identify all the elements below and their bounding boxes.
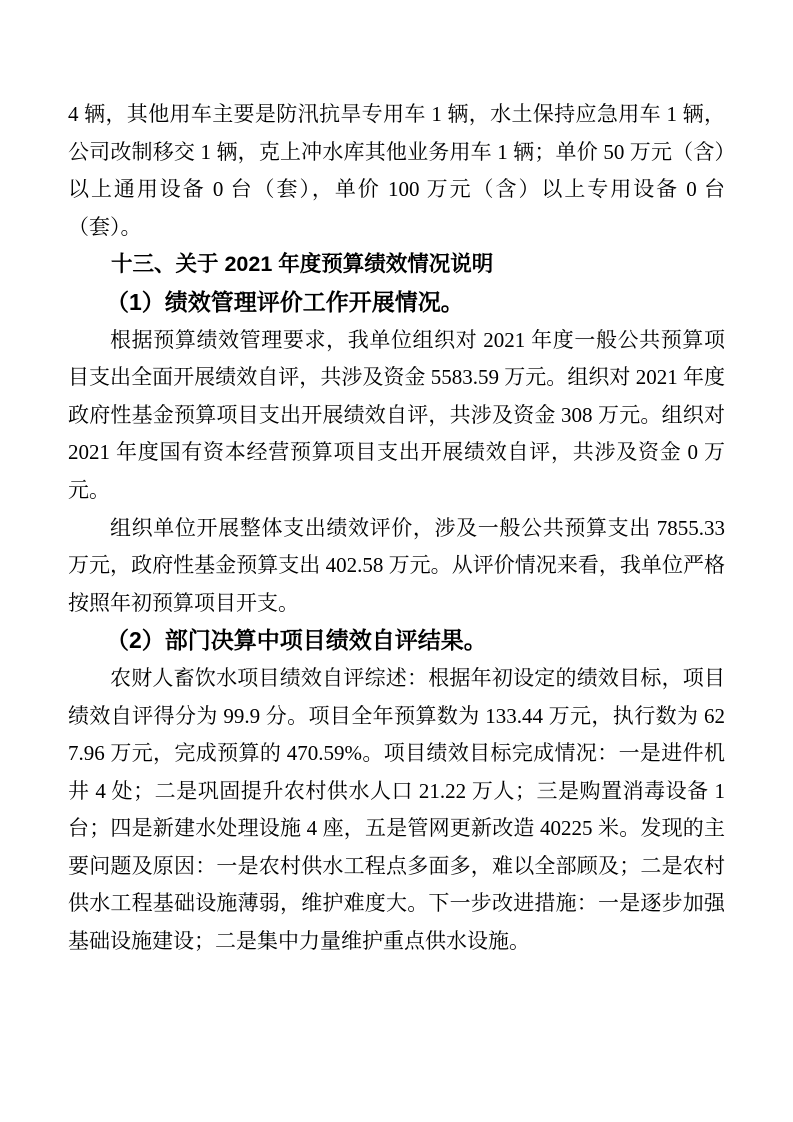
- paragraph-self-evaluation-scope: 根据预算绩效管理要求，我单位组织对 2021 年度一般公共预算项目支出全面开展绩效自评，共涉及资金 5583.59 万元。组织对 2021 年度政府性基金预算项目支出开展绩效自评，共涉及资金 308 万元。组织对 2021 年度国有资本经营预算项目支出开展绩效自评，共涉及资金 0 万元。: [68, 327, 725, 502]
- subheading-2-project-self-evaluation-results: （2）部门决算中项目绩效自评结果。: [105, 627, 487, 654]
- document-content: [68, 96, 725, 961]
- subheading-1-performance-evaluation-work: （1）绩效管理评价工作开展情况。: [105, 288, 464, 315]
- paragraph-vehicles-equipment-continuation: 4 辆，其他用车主要是防汛抗旱专用车 1 辆，水土保持应急用车 1 辆，公司改制移交 1 辆，克上冲水库其他业务用车 1 辆；单价 50 万元（含）以上通用设备 0 台（套），单价 100 万元（含）以上专用设备 0 台（套）。: [68, 102, 725, 239]
- paragraph-overall-expenditure-evaluation: 组织单位开展整体支出绩效评价，涉及一般公共预算支出 7855.33 万元，政府性基金预算支出 402.58 万元。从评价情况来看，我单位严格按照年初预算项目开支。: [68, 515, 725, 615]
- paragraph-drinking-water-project-evaluation: 农财人畜饮水项目绩效自评综述：根据年初设定的绩效目标，项目绩效自评得分为 99.9 分。项目全年预算数为 133.44 万元，执行数为 627.96 万元，完成预算的 470.59%。项目绩效目标完成情况：一是进件机井 4 处；二是巩固提升农村供水人口 21.22 万人；三是购置消毒设备 1 台；四是新建水处理设施 4 座，五是管网更新改造 40225 米。发现的主要问题及原因：一是农村供水工程点多面多，难以全部顾及；二是农村供水工程基础设施薄弱，维护难度大。下一步改进措施：一是逐步加强基础设施建设；二是集中力量维护重点供水设施。: [68, 665, 725, 954]
- section-heading-13-budget-performance: 十三、关于 2021 年度预算绩效情况说明: [111, 252, 494, 277]
